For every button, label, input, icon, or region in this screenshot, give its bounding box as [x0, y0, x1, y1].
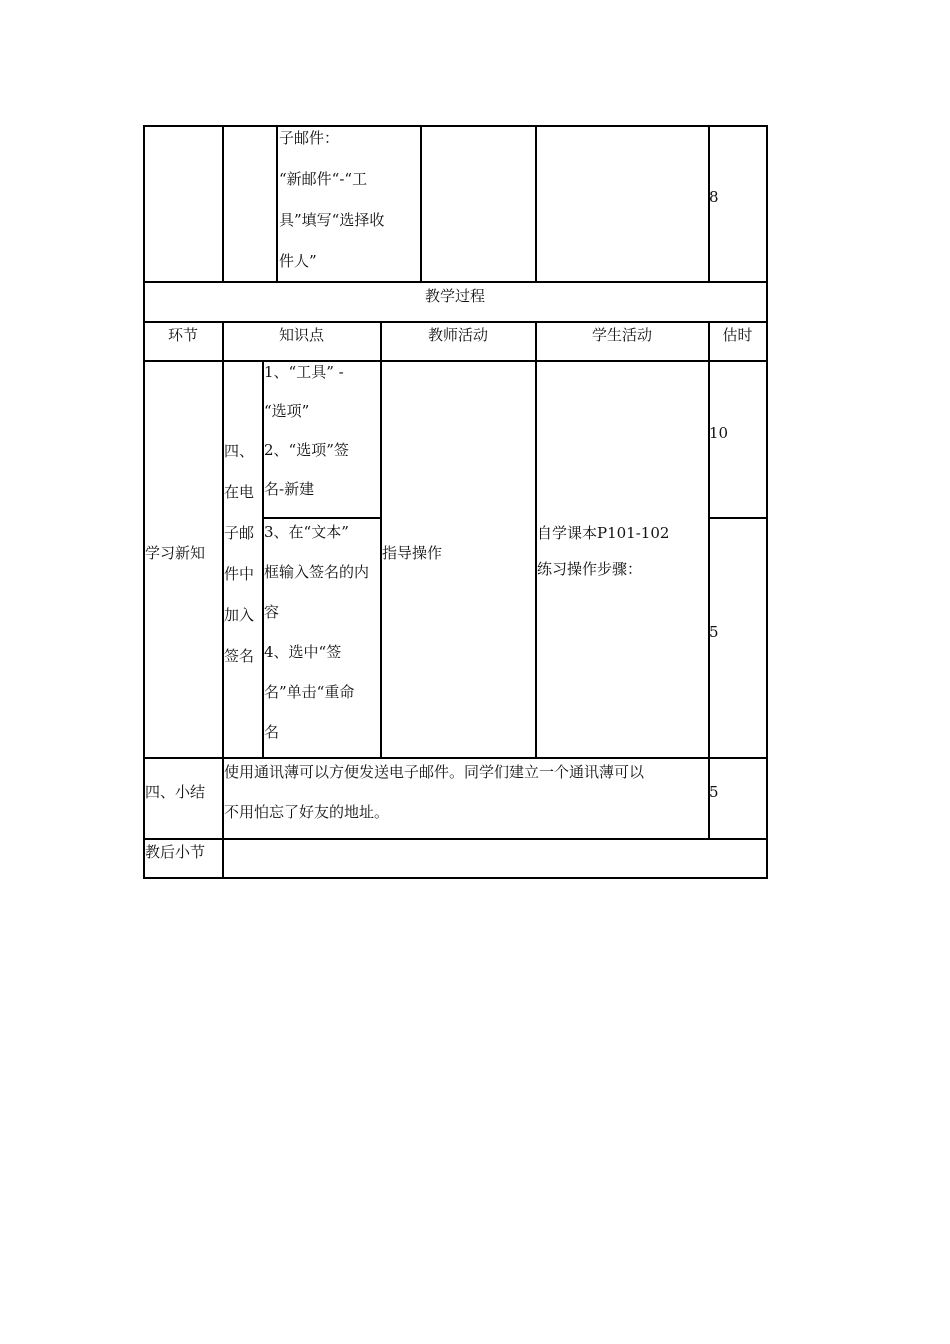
study-time-top: 10: [709, 424, 729, 442]
study-subsection-label: 四、 在电 子邮 件中 加入 签名: [224, 442, 255, 665]
table-border-right: [766, 125, 768, 879]
after-label: 教后小节: [145, 843, 206, 861]
study-student-activity: 自学课本P101-102 练习操作步骤：: [537, 524, 670, 578]
study-knowledge-top: 1、“工具” - “选项” 2、“选项”签 名-新建: [264, 363, 349, 498]
table-border-row-5: [143, 838, 768, 840]
top-knowledge-text: 子邮件： “新邮件“-“工 具”填写“选择收 件人”: [279, 129, 385, 270]
header-teacher: 教师活动: [427, 326, 488, 344]
top-time-value: 8: [709, 188, 719, 206]
header-student: 学生活动: [591, 326, 652, 344]
summary-time: 5: [709, 783, 719, 801]
top-col-divider-4: [535, 125, 537, 283]
table-border-top: [143, 125, 768, 127]
summary-text: 使用通讯薄可以方便发送电子邮件。同学们建立一个通讯薄可以 不用怕忘了好友的地址。: [224, 763, 645, 821]
summary-label: 四、小结: [145, 783, 206, 801]
top-col-divider-3: [420, 125, 422, 283]
study-knowledge-bottom: 3、在“文本” 框输入签名的内 容 4、选中“签 名”单击“重命 名: [264, 523, 370, 741]
study-section-label: 学习新知: [145, 544, 206, 562]
after-col-divider-1: [222, 838, 224, 879]
table-border-time-split: [708, 517, 768, 519]
table-border-bottom: [143, 877, 768, 879]
header-section: 环节: [167, 326, 198, 344]
top-col-divider-1: [222, 125, 224, 283]
header-knowledge: 知识点: [278, 326, 324, 344]
teaching-process-title: 教学过程: [424, 287, 485, 305]
study-time-bottom: 5: [709, 623, 719, 641]
top-col-divider-2: [276, 125, 278, 283]
study-teacher-activity: 指导操作: [382, 544, 443, 562]
table-border-row-3: [143, 360, 768, 362]
header-time: 估时: [722, 326, 753, 344]
table-border-left: [143, 125, 145, 879]
